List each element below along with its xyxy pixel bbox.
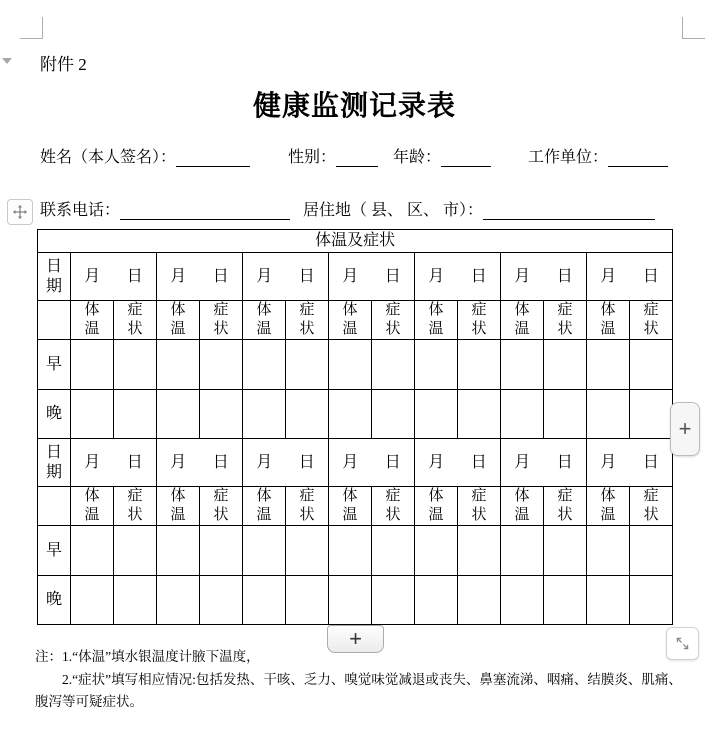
note-line-2: 2.“症状”填写相应情况:包括发热、干咳、乏力、嗅觉味觉减退或丧失、鼻塞流涕、咽痛、结膜炎、肌痛、腹泻等可疑症状。	[35, 671, 682, 709]
temp-header-cell: 体 温	[587, 487, 630, 526]
entry-cell[interactable]	[544, 576, 587, 625]
month-label: 月	[342, 453, 359, 471]
entry-cell[interactable]	[415, 576, 458, 625]
residence-field	[303, 197, 655, 219]
entry-cell[interactable]	[501, 576, 544, 625]
entry-cell[interactable]	[587, 340, 630, 390]
date-label-cell: 日 期	[38, 439, 71, 487]
month-label: 月	[428, 453, 445, 471]
entry-cell[interactable]	[501, 526, 544, 576]
residence-label: 居住地（ 县、 区、 市）：	[303, 202, 484, 219]
entry-cell[interactable]	[415, 340, 458, 390]
entry-cell[interactable]	[372, 526, 415, 576]
entry-cell[interactable]	[243, 526, 286, 576]
month-label: 月	[170, 267, 187, 285]
table-move-handle[interactable]	[7, 199, 33, 225]
symptom-header-cell: 症 状	[630, 301, 673, 340]
month-day-cell	[415, 253, 501, 301]
temp-header-cell: 体 温	[587, 301, 630, 340]
month-day-cell	[157, 253, 243, 301]
phone-blank-line[interactable]	[120, 204, 290, 220]
plus-icon: +	[678, 416, 692, 441]
footnotes	[35, 646, 690, 714]
name-field	[40, 144, 250, 166]
entry-cell[interactable]	[114, 340, 157, 390]
gender-blank-line[interactable]	[336, 151, 378, 167]
temp-header-cell: 体 温	[501, 487, 544, 526]
day-label: 日	[298, 267, 315, 285]
entry-cell[interactable]	[630, 340, 673, 390]
day-label: 日	[384, 267, 401, 285]
entry-cell[interactable]	[71, 576, 114, 625]
month-label: 月	[256, 453, 273, 471]
entry-cell[interactable]	[286, 340, 329, 390]
move-arrows-icon	[11, 203, 29, 221]
month-day-cell	[501, 439, 587, 487]
entry-cell[interactable]	[415, 390, 458, 439]
day-label: 日	[470, 453, 487, 471]
age-field	[393, 144, 491, 166]
text-boundary-mark-top-left	[20, 17, 43, 39]
date-label-cell: 日 期	[38, 253, 71, 301]
entry-cell[interactable]	[71, 340, 114, 390]
outline-collapse-icon[interactable]	[2, 58, 12, 64]
entry-cell[interactable]	[458, 390, 501, 439]
month-label: 月	[514, 267, 531, 285]
entry-cell[interactable]	[372, 576, 415, 625]
entry-cell[interactable]	[200, 340, 243, 390]
temp-header-cell: 体 温	[243, 301, 286, 340]
entry-cell[interactable]	[415, 526, 458, 576]
work-unit-blank-line[interactable]	[608, 151, 668, 167]
month-day-cell	[587, 439, 673, 487]
text-boundary-mark-top-right	[682, 17, 705, 39]
day-label: 日	[642, 267, 659, 285]
day-label: 日	[470, 267, 487, 285]
month-day-cell	[587, 253, 673, 301]
entry-cell[interactable]	[372, 390, 415, 439]
day-label: 日	[556, 453, 573, 471]
symptom-header-cell: 症 状	[200, 301, 243, 340]
symptom-header-cell: 症 状	[114, 487, 157, 526]
entry-cell[interactable]	[630, 390, 673, 439]
entry-cell[interactable]	[200, 390, 243, 439]
page-title: 健康监测记录表	[252, 90, 456, 121]
temp-header-cell: 体 温	[329, 487, 372, 526]
entry-cell[interactable]	[458, 340, 501, 390]
entry-cell[interactable]	[114, 390, 157, 439]
entry-cell[interactable]	[329, 340, 372, 390]
temp-header-cell: 体 温	[157, 487, 200, 526]
entry-cell[interactable]	[200, 526, 243, 576]
entry-cell[interactable]	[286, 526, 329, 576]
entry-cell[interactable]	[157, 390, 200, 439]
phone-label: 联系电话：	[40, 202, 121, 219]
month-day-cell	[243, 253, 329, 301]
symptom-header-cell: 症 状	[630, 487, 673, 526]
morning-label-cell: 早	[38, 526, 71, 576]
temp-header-cell: 体 温	[415, 301, 458, 340]
entry-cell[interactable]	[329, 576, 372, 625]
gender-label: 性别：	[288, 149, 337, 166]
month-day-cell	[329, 253, 415, 301]
age-blank-line[interactable]	[441, 151, 491, 167]
health-monitoring-table	[37, 229, 673, 625]
month-day-cell	[501, 253, 587, 301]
day-label: 日	[212, 453, 229, 471]
month-day-cell	[71, 253, 157, 301]
entry-cell[interactable]	[71, 526, 114, 576]
entry-cell[interactable]	[587, 390, 630, 439]
day-label: 日	[126, 267, 143, 285]
symptom-header-cell: 症 状	[544, 301, 587, 340]
month-day-cell	[243, 439, 329, 487]
note-line-1: 注：1.“体温”填水银温度计腋下温度，	[35, 649, 260, 664]
temp-header-cell: 体 温	[71, 487, 114, 526]
entry-cell[interactable]	[329, 390, 372, 439]
entry-cell[interactable]	[587, 576, 630, 625]
symptom-header-cell: 症 状	[458, 301, 501, 340]
month-label: 月	[600, 267, 617, 285]
entry-cell[interactable]	[501, 340, 544, 390]
empty-label-cell	[38, 301, 71, 340]
entry-cell[interactable]	[458, 576, 501, 625]
month-label: 月	[514, 453, 531, 471]
symptom-header-cell: 症 状	[458, 487, 501, 526]
day-label: 日	[642, 453, 659, 471]
month-label: 月	[342, 267, 359, 285]
plus-icon: +	[349, 626, 362, 651]
day-label: 日	[298, 453, 315, 471]
age-label: 年龄：	[393, 149, 442, 166]
entry-cell[interactable]	[544, 340, 587, 390]
month-label: 月	[428, 267, 445, 285]
temp-header-cell: 体 温	[157, 301, 200, 340]
entry-cell[interactable]	[114, 526, 157, 576]
symptom-header-cell: 症 状	[372, 301, 415, 340]
temp-header-cell: 体 温	[71, 301, 114, 340]
entry-cell[interactable]	[630, 576, 673, 625]
work-unit-label: 工作单位：	[528, 149, 609, 166]
day-label: 日	[126, 453, 143, 471]
entry-cell[interactable]	[114, 576, 157, 625]
entry-cell[interactable]	[501, 390, 544, 439]
day-label: 日	[556, 267, 573, 285]
header-cell-temp-symptoms: 体温及症状	[38, 230, 673, 253]
month-day-cell	[415, 439, 501, 487]
entry-cell[interactable]	[372, 340, 415, 390]
month-label: 月	[170, 453, 187, 471]
symptom-header-cell: 症 状	[286, 487, 329, 526]
residence-blank-line[interactable]	[483, 204, 655, 220]
entry-cell[interactable]	[329, 526, 372, 576]
month-day-cell	[329, 439, 415, 487]
entry-cell[interactable]	[71, 390, 114, 439]
day-label: 日	[384, 453, 401, 471]
temp-header-cell: 体 温	[329, 301, 372, 340]
month-label: 月	[84, 267, 101, 285]
temp-header-cell: 体 温	[501, 301, 544, 340]
temp-header-cell: 体 温	[243, 487, 286, 526]
morning-label-cell: 早	[38, 340, 71, 390]
entry-cell[interactable]	[286, 576, 329, 625]
month-label: 月	[600, 453, 617, 471]
entry-cell[interactable]	[200, 576, 243, 625]
entry-cell[interactable]	[243, 390, 286, 439]
month-day-cell	[71, 439, 157, 487]
symptom-header-cell: 症 状	[200, 487, 243, 526]
entry-cell[interactable]	[157, 526, 200, 576]
phone-field	[40, 197, 290, 219]
attachment-label: 附件 2	[40, 55, 87, 74]
month-label: 月	[84, 453, 101, 471]
symptom-header-cell: 症 状	[286, 301, 329, 340]
month-day-cell	[157, 439, 243, 487]
name-blank-line[interactable]	[176, 151, 250, 167]
symptom-header-cell: 症 状	[544, 487, 587, 526]
entry-cell[interactable]	[544, 390, 587, 439]
entry-cell[interactable]	[587, 526, 630, 576]
month-label: 月	[256, 267, 273, 285]
temp-header-cell: 体 温	[415, 487, 458, 526]
entry-cell[interactable]	[544, 526, 587, 576]
entry-cell[interactable]	[458, 526, 501, 576]
symptom-header-cell: 症 状	[114, 301, 157, 340]
entry-cell[interactable]	[243, 576, 286, 625]
add-column-button[interactable]	[670, 402, 700, 456]
entry-cell[interactable]	[243, 340, 286, 390]
empty-label-cell	[38, 487, 71, 526]
entry-cell[interactable]	[630, 526, 673, 576]
entry-cell[interactable]	[157, 576, 200, 625]
gender-field	[288, 144, 378, 166]
entry-cell[interactable]	[286, 390, 329, 439]
work-unit-field	[528, 144, 668, 166]
day-label: 日	[212, 267, 229, 285]
entry-cell[interactable]	[157, 340, 200, 390]
evening-label-cell: 晚	[38, 576, 71, 625]
name-label: 姓名（本人签名）：	[40, 149, 177, 166]
symptom-header-cell: 症 状	[372, 487, 415, 526]
health-table-body	[38, 230, 673, 625]
evening-label-cell: 晚	[38, 390, 71, 439]
